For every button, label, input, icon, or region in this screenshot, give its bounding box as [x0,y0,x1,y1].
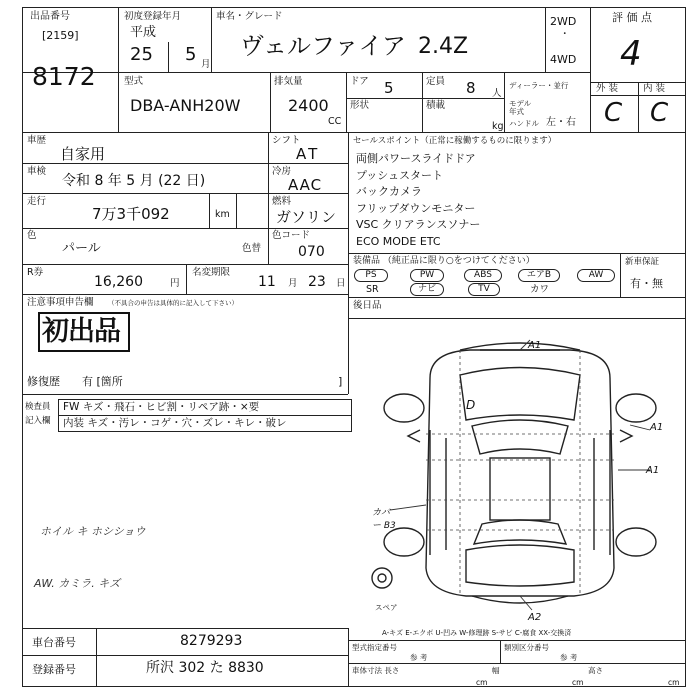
chassis-value: 8279293 [180,633,243,649]
selling-item: VSC クリアランスソナー [356,218,481,231]
equip-leather: カワ [530,284,550,295]
equip-aw: AW [577,269,615,282]
lot-number: 8172 [32,62,96,91]
era: 平成 [130,25,157,40]
divider [590,95,686,96]
model-grade-label: 車名・グレード [216,11,283,22]
load-unit: kg [492,121,504,132]
model-code-label: 型式 [124,76,144,87]
handwritten-note-2: AW. カミラ. キズ [34,577,121,590]
divider [22,132,686,133]
drive-4wd: 4WD [550,53,577,66]
grade: 2.4Z [418,34,469,59]
fuel-value: ガソリン [276,208,337,226]
shift-label: シフト [272,135,301,146]
equip-navi: ナビ [410,283,444,296]
handwritten-note-1: ホイル キ ホシショウ [40,525,146,538]
divider [22,228,348,229]
divider [58,415,352,416]
shift-value: AT [296,145,321,163]
damage-label: D [466,398,476,412]
divider [22,394,348,395]
height-label: 高さ [588,666,603,675]
repair-label: 修復歴 [27,375,60,388]
exterior-value: C [604,98,623,128]
doors-label: ドア [350,76,369,87]
reg-month: 5 [185,44,197,65]
ac-value: AAC [288,176,323,194]
capacity-label: 定員 [426,76,446,87]
divider [620,253,621,297]
mileage-label: 走行 [27,196,47,207]
color-label: 色 [27,230,37,241]
later-label: 後日品 [353,300,382,311]
divider [270,72,271,132]
score-label: 評 価 点 [612,11,652,24]
divider [504,72,505,132]
selling-item: ECO MODE ETC [356,234,441,248]
tax-label: 名変期限 [192,267,231,278]
damage-label: A1 [650,422,664,433]
divider [348,640,686,641]
cm-unit: cm [668,678,680,687]
divider [186,264,187,294]
caution-sub: （不具合の申告は具体的に記入して下さい） [108,299,238,307]
divider [348,132,349,394]
mileage-value: 7万3千092 [92,205,170,223]
interior-value: C [650,98,669,128]
cm-unit: cm [572,678,584,687]
capacity-unit: 人 [492,88,502,99]
damage-legend: A-キズ E-エクボ U-凹み W-修理跡 S-サビ C-腐食 XX-交換済 [382,629,572,637]
equip-ps: PS [354,269,388,282]
spare-label: スペア [375,603,398,612]
inspection-value: 令和 8 年 5 月 (22 日) [62,173,206,189]
ref-label-2: 参 考 [560,653,578,662]
exterior-label: 外 装 [596,83,619,94]
divider [348,253,686,254]
handle-label: ハンドル [509,119,539,128]
equip-abs: ABS [464,269,502,282]
caution-label: 注意事項申告欄 [27,297,94,308]
divider [500,640,501,663]
selling-list [356,153,480,252]
color-code-label: 色コード [272,230,311,241]
divider [168,42,169,72]
repair-value: 有 [箇所 [82,375,123,388]
displacement: 2400 [288,96,329,115]
fuel-label: 燃料 [272,196,292,207]
divider [96,628,97,687]
inspector-row2: 内装 キズ・汚レ・コゲ・穴・ズレ・キレ・破レ [63,417,287,429]
divider [346,72,347,132]
displacement-unit: CC [328,116,342,127]
recycle-unit: 円 [170,278,180,289]
dealer-label: ディーラー・並行 [509,81,569,90]
divider [348,318,686,319]
divider [422,72,423,132]
divider [22,628,348,629]
class-label: 類別区分番号 [504,643,549,652]
equip-pw: PW [410,269,444,282]
equip-sr: SR [366,284,379,295]
dims-label: 車体寸法 長さ [352,666,400,675]
recycle-value: 16,260 [94,274,143,290]
car-name: ヴェルファイア [240,32,406,60]
lot-sub: [2159] [42,29,79,42]
divider [268,132,269,264]
chassis-label: 車台番号 [32,636,76,649]
divider [346,98,504,99]
damage-label: A2 [528,612,542,623]
divider [348,628,349,687]
former-label: 型式指定番号 [352,643,397,652]
divider [118,7,119,132]
load-label: 積載 [426,100,446,111]
recycle-label: R券 [27,267,44,278]
month-unit: 月 [201,59,211,70]
divider [638,82,639,132]
inspector-label-bottom: 記入欄 [25,416,51,426]
divider [545,7,546,72]
handle-value: 左・右 [546,117,576,128]
divider [590,7,591,132]
lot-label: 出品番号 [30,11,70,22]
interior-label: 内 装 [643,83,666,94]
divider [22,264,348,265]
reg-label: 登録番号 [32,663,76,676]
damage-label: カバー B3 [372,508,396,531]
tax-day: 23 [308,274,326,290]
selling-item: 両側パワースライドドア [356,152,476,165]
tax-day-unit: 日 [336,278,346,289]
equip-tv: TV [468,283,500,296]
history-label: 車歴 [27,135,47,146]
color-code: 070 [298,244,325,260]
score-value: 4 [620,34,642,74]
new-car-value: 有・無 [630,277,663,290]
ref-label: 参 考 [410,653,428,662]
reg-year: 25 [130,44,153,65]
reg-value: 所沢 302 た 8830 [146,660,264,676]
divider [211,7,212,72]
shape-label: 形状 [350,100,370,111]
repair-close: ] [338,375,343,388]
divider [236,193,237,228]
inspector-row1: FW キズ・飛石・ヒビ割・リペア跡・×要 [63,401,260,413]
damage-label: A1 [646,465,660,476]
divider [348,663,686,664]
new-car-label: 新車保証 [625,257,660,267]
drive-2wd: 2WD [550,15,577,28]
inspector-label-top: 検査員 [25,402,51,412]
drive-dot: ・ [560,29,570,40]
equipment-title: 装備品 （純正品に限り○をつけてください） [353,256,535,266]
tax-month-unit: 月 [288,278,298,289]
selling-item: フリップダウンモニター [356,201,476,215]
divider [22,294,348,295]
selling-item: バックカメラ [356,185,422,198]
tax-month: 11 [258,274,276,290]
history-value: 自家用 [60,145,106,163]
divider [348,297,686,298]
selling-item: プッシュスタート [356,168,444,182]
repaint-label: 色替 [242,243,262,254]
divider [22,163,348,164]
model-code: DBA-ANH20W [130,96,241,115]
displacement-label: 排気量 [274,76,303,87]
divider [22,655,348,656]
car-damage-diagram [360,330,680,620]
width-label: 幅 [492,666,500,675]
capacity: 8 [466,79,476,97]
cm-unit: cm [476,678,488,687]
color-value: パール [62,241,101,256]
mileage-unit: km [215,209,230,220]
inspection-label: 車検 [27,166,47,177]
ac-label: 冷房 [272,166,292,177]
damage-label: A1 [528,340,542,351]
divider [209,193,210,228]
first-reg-label: 初度登録年月 [124,11,182,22]
selling-title: セールスポイント（正常に稼働するものに限ります） [353,136,557,146]
caution-value: 初出品 [42,316,120,347]
model-year-label: モデル 年式 [509,99,532,116]
doors: 5 [384,79,394,97]
equip-airbag: エアB [518,269,560,282]
